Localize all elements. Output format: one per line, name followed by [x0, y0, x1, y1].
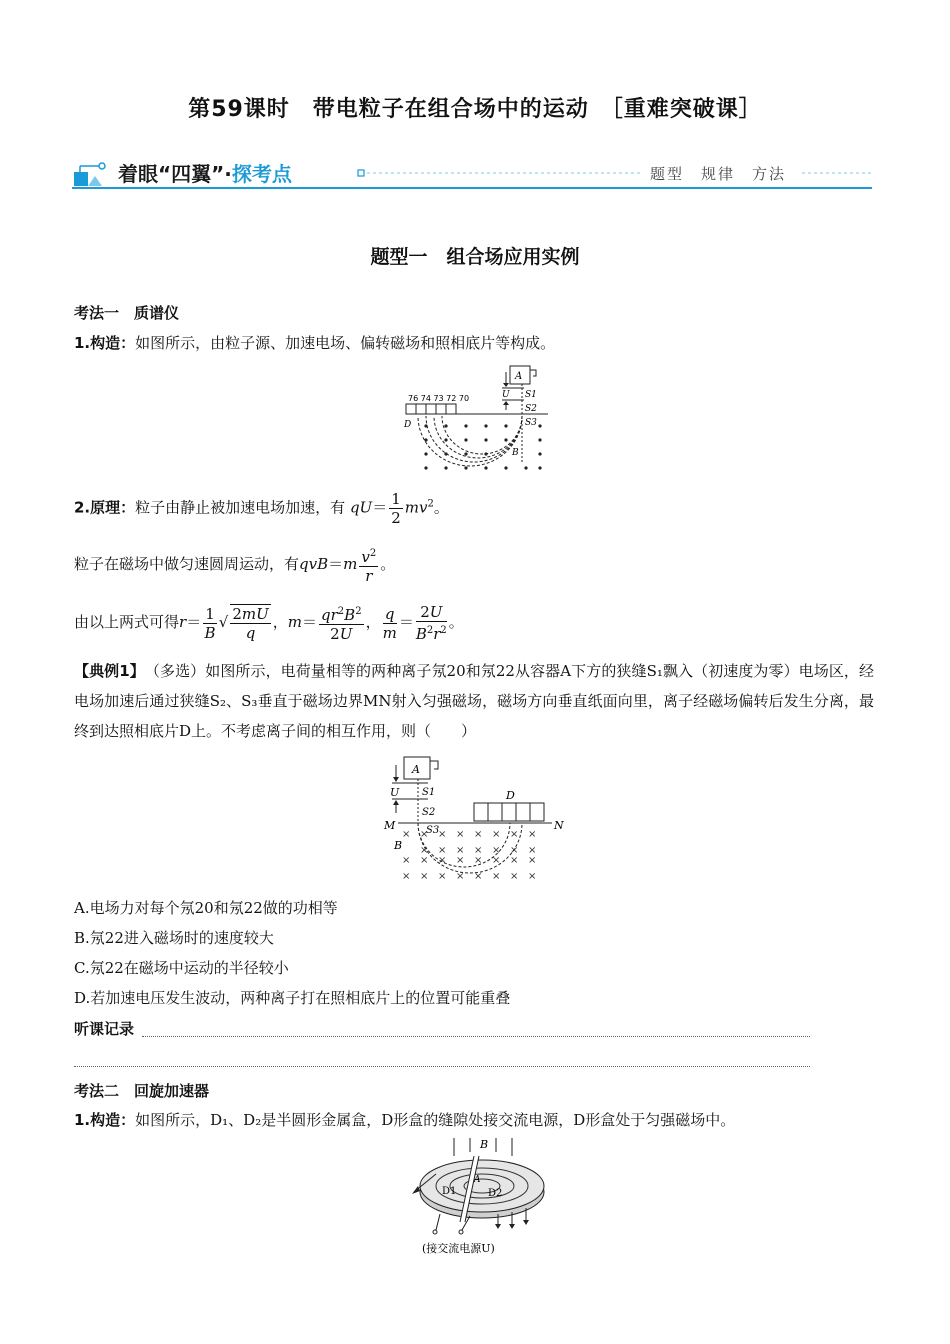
svg-text:×: ×	[528, 871, 537, 882]
svg-text:×: ×	[420, 871, 429, 882]
svg-text:×: ×	[510, 845, 519, 856]
svg-text:×: ×	[510, 855, 519, 866]
option-c: C.氖22在磁场中运动的半径较小	[74, 959, 289, 977]
method1-heading: 考法一 质谱仪	[74, 304, 180, 322]
fig3-label-d1: D1	[442, 1186, 457, 1197]
svg-text:×: ×	[402, 855, 411, 866]
fig1-label-u: U	[502, 390, 510, 400]
svg-text:×: ×	[456, 829, 465, 840]
circular-motion-line: 粒子在磁场中做匀速圆周运动，有qvB＝m $\frac{v^2}{r}$ 。	[74, 545, 395, 585]
svg-text:×: ×	[438, 855, 447, 866]
svg-text:×: ×	[492, 829, 501, 840]
example1-figure	[382, 755, 572, 885]
mass-spectrometer-figure	[402, 364, 552, 476]
fig2-label-s1: S1	[422, 787, 436, 798]
fig2-label-b: B	[394, 839, 403, 852]
cyclotron-figure	[400, 1134, 560, 1259]
svg-text:×: ×	[474, 855, 483, 866]
svg-text:×: ×	[528, 845, 537, 856]
fig2-label-m: M	[384, 819, 396, 832]
banner-title: 着眼“四翼”·探考点	[118, 162, 292, 186]
svg-text:×: ×	[474, 829, 483, 840]
derived-formulas-line: 由以上两式可得r＝ $\frac{1}{B}$ √ $\frac{2mU}{q}$ ，m＝ $\frac{qr^2B^2}{2U}$ ， $\frac{q}{m}$ ＝ $\frac{2U}{B^2r^2}$ 。	[74, 603, 464, 643]
svg-text:×: ×	[492, 845, 501, 856]
fig1-label-d: D	[404, 420, 412, 430]
svg-text:×: ×	[402, 871, 411, 882]
fig1-label-b: B	[512, 448, 519, 458]
svg-text:×: ×	[438, 829, 447, 840]
svg-text:×: ×	[420, 845, 429, 856]
svg-text:×: ×	[510, 829, 519, 840]
svg-text:×: ×	[456, 845, 465, 856]
svg-text:×: ×	[474, 845, 483, 856]
principle-line: 2.原理：粒子由静止被加速电场加速，有 qU＝ $\frac{1}{2}$ $mv^2$。	[74, 490, 449, 527]
fig3-label-b: B	[480, 1138, 489, 1151]
svg-text:×: ×	[402, 829, 411, 840]
fig3-label-d2: D2	[488, 1188, 503, 1199]
banner-right-text: 题型 规律 方法	[650, 165, 787, 183]
notes-line-1[interactable]	[142, 1035, 810, 1037]
fig2-label-u: U	[390, 786, 400, 799]
svg-text:×: ×	[438, 871, 447, 882]
svg-text:×: ×	[510, 871, 519, 882]
svg-text:×: ×	[474, 871, 483, 882]
svg-text:×: ×	[492, 871, 501, 882]
svg-text:×: ×	[420, 855, 429, 866]
page-title: 第59课时 带电粒子在组合场中的运动 ［重难突破课］	[188, 97, 762, 122]
notes-line-2[interactable]	[74, 1065, 810, 1067]
fig1-label-s3: S3	[525, 418, 537, 428]
fig1-label-s1: S1	[525, 390, 537, 400]
svg-text:×: ×	[528, 855, 537, 866]
notes-label: 听课记录	[74, 1020, 135, 1038]
svg-text:×: ×	[456, 855, 465, 866]
svg-text:×: ×	[420, 829, 429, 840]
fig2-label-s3: S3	[426, 825, 440, 836]
method1-construct: 1.构造：如图所示，由粒子源、加速电场、偏转磁场和照相底片等构成。	[74, 334, 556, 352]
fig3-label-a: A	[474, 1175, 481, 1185]
fig2-label-a: A	[412, 763, 420, 776]
fig2-label-n: N	[554, 819, 564, 832]
method2-construct: 1.构造：如图所示，D₁、D₂是半圆形金属盒，D形盒的缝隙处接交流电源，D形盒处于匀强磁场中。	[74, 1111, 736, 1129]
svg-text:×: ×	[456, 871, 465, 882]
svg-text:×: ×	[528, 829, 537, 840]
fig1-label-s2: S2	[525, 404, 537, 414]
method2-heading: 考法二 回旋加速器	[74, 1082, 210, 1100]
fig2-label-d: D	[506, 789, 515, 802]
option-b: B.氖22进入磁场时的速度较大	[74, 929, 274, 947]
option-a: A.电场力对每个氖20和氖22做的功相等	[74, 899, 338, 917]
example1-text: 【典例1】 （多选）如图所示，电荷量相等的两种离子氖20和氖22从容器A下方的狭缝S₁飘入（初速度为零）电场区，经电场加速后通过狭缝S₂、S₃垂直于磁场边界MN射入匀强磁场，磁场方向垂直纸面向里，离子经磁场偏转后发生分离，最终到达照相底片D上。不考虑离子间的相互作用，则（ ）	[74, 662, 874, 740]
svg-text:×: ×	[492, 855, 501, 866]
svg-text:×: ×	[438, 845, 447, 856]
fig2-label-s2: S2	[422, 807, 436, 818]
option-d: D.若加速电压发生波动，两种离子打在照相底片上的位置可能重叠	[74, 989, 511, 1007]
fig1-scale-labels: 76 74 73 72 70	[408, 394, 470, 403]
fig1-label-a: A	[515, 371, 523, 382]
section-title: 题型一 组合场应用实例	[370, 246, 580, 268]
fig3-caption: (接交流电源U)	[422, 1242, 495, 1255]
